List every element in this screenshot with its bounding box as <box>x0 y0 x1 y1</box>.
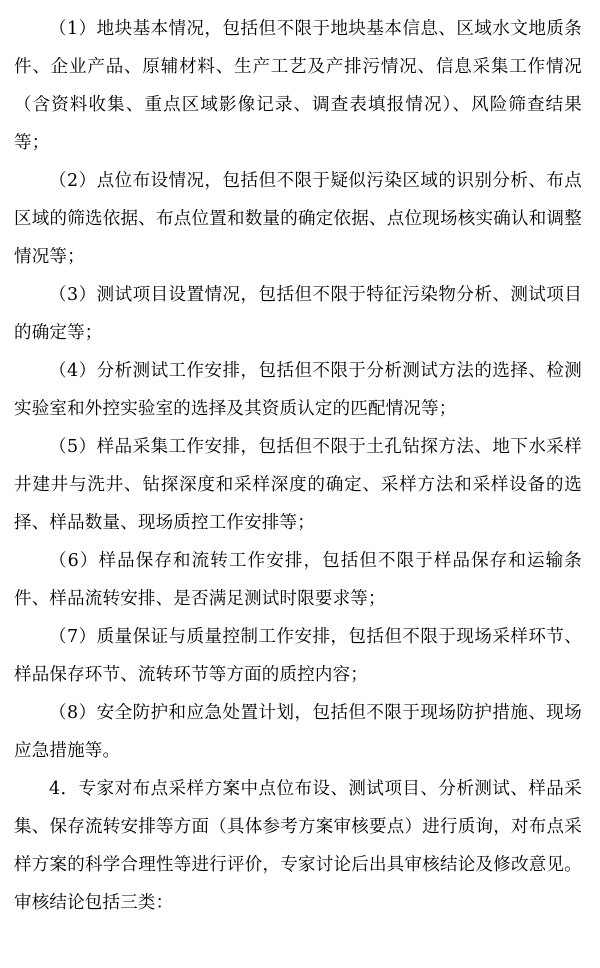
paragraph-item-6: （6）样品保存和流转工作安排，包括但不限于样品保存和运输条件、样品流转安排、是否满足测试时限要求等； <box>14 551 582 609</box>
paragraph-item-3: （3）测试项目设置情况，包括但不限于特征污染物分析、测试项目的确定等； <box>14 285 582 343</box>
paragraph-item-4: （4）分析测试工作安排，包括但不限于分析测试方法的选择、检测实验室和外控实验室的选择及其资质认定的匹配情况等； <box>14 361 582 419</box>
paragraph-item-8: （8）安全防护和应急处置计划，包括但不限于现场防护措施、现场应急措施等。 <box>14 703 582 761</box>
paragraph-item-5: （5）样品采集工作安排，包括但不限于土孔钻探方法、地下水采样井建井与洗井、钻探深度和采样深度的确定、采样方法和采样设备的选择、样品数量、现场质控工作安排等； <box>14 437 582 533</box>
paragraph-item-2: （2）点位布设情况，包括但不限于疑似污染区域的识别分析、布点区域的筛选依据、布点位置和数量的确定依据、点位现场核实确认和调整情况等； <box>14 171 582 267</box>
paragraph-item-9: 4．专家对布点采样方案中点位布设、测试项目、分析测试、样品采集、保存流转安排等方面（具体参考方案审核要点）进行质询，对布点采样方案的科学合理性等进行评价，专家讨论后出具审核结论及修改意见。审核结论包括三类： <box>14 779 582 913</box>
paragraph-item-7: （7）质量保证与质量控制工作安排，包括但不限于现场采样环节、样品保存环节、流转环节等方面的质控内容； <box>14 627 582 685</box>
paragraph-item-1: （1）地块基本情况，包括但不限于地块基本信息、区域水文地质条件、企业产品、原辅材料、生产工艺及产排污情况、信息采集工作情况（含资料收集、重点区域影像记录、调查表填报情况）、风险筛查结果等； <box>14 19 582 153</box>
